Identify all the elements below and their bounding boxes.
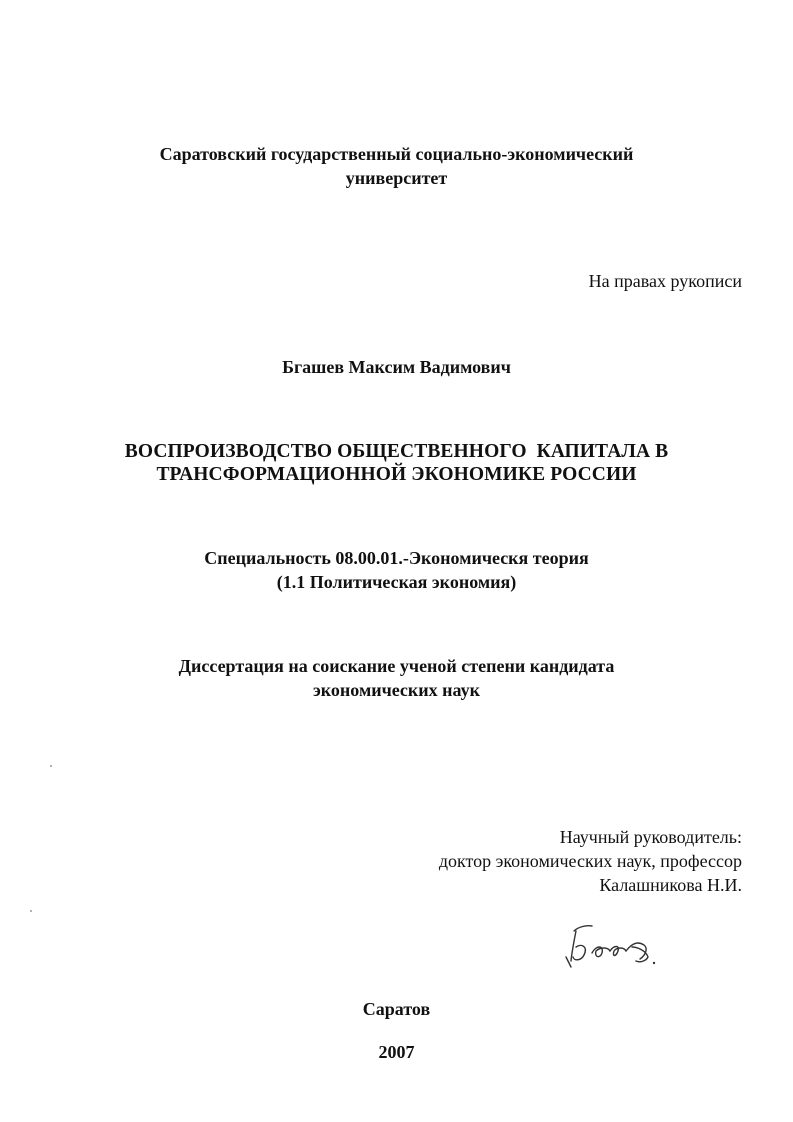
city: Саратов <box>362 999 431 1019</box>
advisor-name: Калашникова Н.И. <box>599 875 742 895</box>
scan-speck <box>30 910 32 912</box>
university-line-2: университет <box>345 168 448 188</box>
specialty-line-2: (1.1 Политическая экономия) <box>276 572 517 592</box>
advisor-degree: доктор экономических наук, профессор <box>438 851 742 871</box>
scientific-advisor <box>0 825 742 897</box>
specialty-line-1: Специальность 08.00.01.-Экономическя теория <box>204 548 589 568</box>
dissertation-title <box>0 440 793 486</box>
specialty <box>0 546 793 594</box>
advisor-role: Научный руководитель: <box>559 827 742 847</box>
university-name <box>0 142 793 190</box>
title-line-2: ТРАНСФОРМАЦИОННОЙ ЭКОНОМИКЕ РОССИИ <box>156 464 637 485</box>
manuscript-note: На правах рукописи <box>588 271 742 291</box>
author-name: Бгашев Максим Вадимович <box>282 357 511 377</box>
scan-speck <box>50 765 52 767</box>
signature-dot <box>653 962 655 964</box>
degree-statement <box>0 654 793 702</box>
year: 2007 <box>378 1042 415 1062</box>
degree-line-1: Диссертация на соискание ученой степени кандидата <box>178 656 615 676</box>
handwritten-signature <box>562 917 662 973</box>
university-line-1: Саратовский государственный социально-экономический <box>159 144 634 164</box>
degree-line-2: экономических наук <box>313 680 480 700</box>
title-line-1: ВОСПРОИЗВОДСТВО ОБЩЕСТВЕННОГО КАПИТАЛА В <box>124 441 669 462</box>
